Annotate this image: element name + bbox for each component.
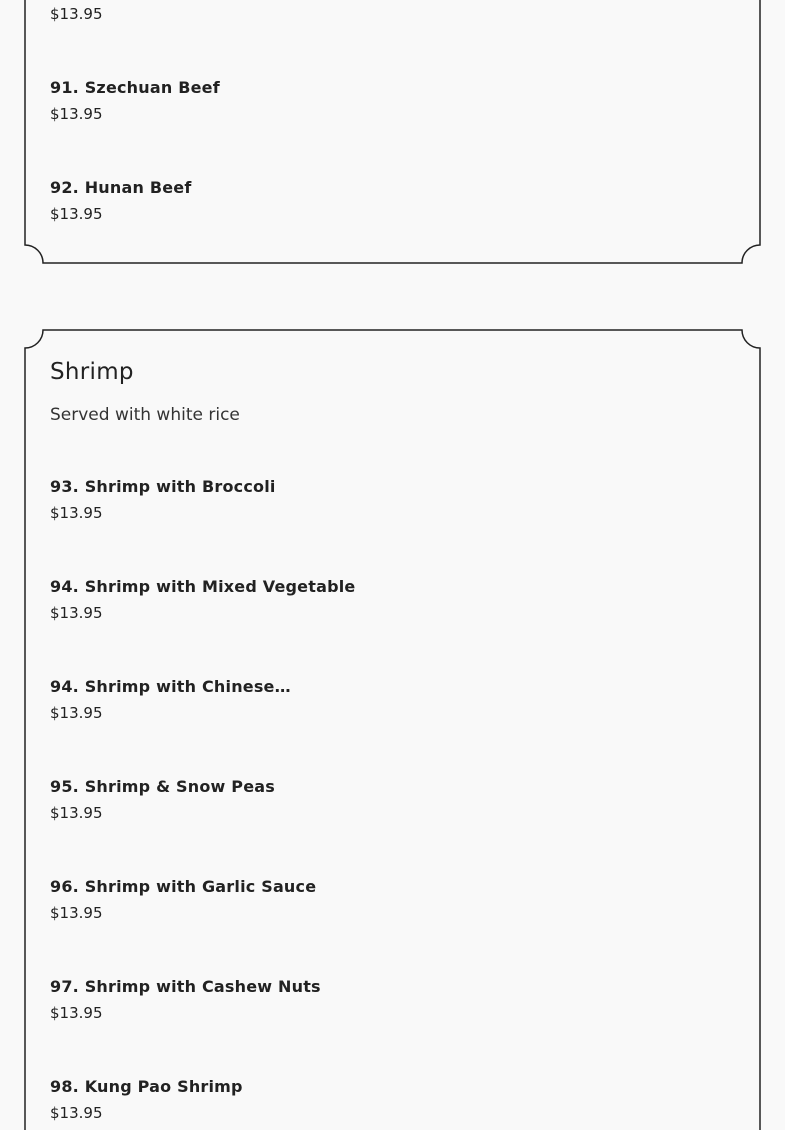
menu-item-shrimp-cashew-nuts[interactable]: [50, 978, 321, 1022]
item-price: $13.95: [50, 5, 103, 23]
item-price: $13.95: [50, 205, 103, 223]
item-name: 91. Szechuan Beef: [50, 78, 220, 97]
item-name: 95. Shrimp & Snow Peas: [50, 777, 275, 796]
item-name: 94. Shrimp with Chinese…: [50, 677, 291, 696]
item-name: 98. Kung Pao Shrimp: [50, 1077, 243, 1096]
menu-item-szechuan-beef[interactable]: [50, 79, 220, 123]
item-name: 93. Shrimp with Broccoli: [50, 477, 276, 496]
item-price: $13.95: [50, 904, 103, 922]
item-price: $13.95: [50, 804, 103, 822]
menu-item-shrimp-chinese[interactable]: [50, 678, 291, 722]
item-price: $13.95: [50, 1104, 103, 1122]
item-name: 96. Shrimp with Garlic Sauce: [50, 877, 317, 896]
menu-item-hunan-beef[interactable]: [50, 179, 192, 223]
menu-item-shrimp-mixed-vegetable[interactable]: [50, 578, 355, 622]
item-price: $13.95: [50, 1004, 103, 1022]
item-price: $13.95: [50, 504, 103, 522]
section-description: Served with white rice: [50, 405, 240, 425]
item-name: 92. Hunan Beef: [50, 178, 192, 197]
item-price: $13.95: [50, 704, 103, 722]
section-title: Shrimp: [50, 359, 134, 385]
item-name: 94. Shrimp with Mixed Vegetable: [50, 577, 356, 596]
beef-menu-section: [24, 0, 761, 265]
menu-item-shrimp-garlic-sauce[interactable]: [50, 878, 316, 922]
item-name: 97. Shrimp with Cashew Nuts: [50, 977, 321, 996]
menu-item-shrimp-snow-peas[interactable]: [50, 778, 275, 822]
menu-item-kung-pao-shrimp[interactable]: [50, 1078, 243, 1122]
shrimp-menu-section: [24, 329, 761, 1130]
item-price: $13.95: [50, 105, 103, 123]
item-price: $13.95: [50, 604, 103, 622]
menu-item-shrimp-broccoli[interactable]: [50, 478, 276, 522]
